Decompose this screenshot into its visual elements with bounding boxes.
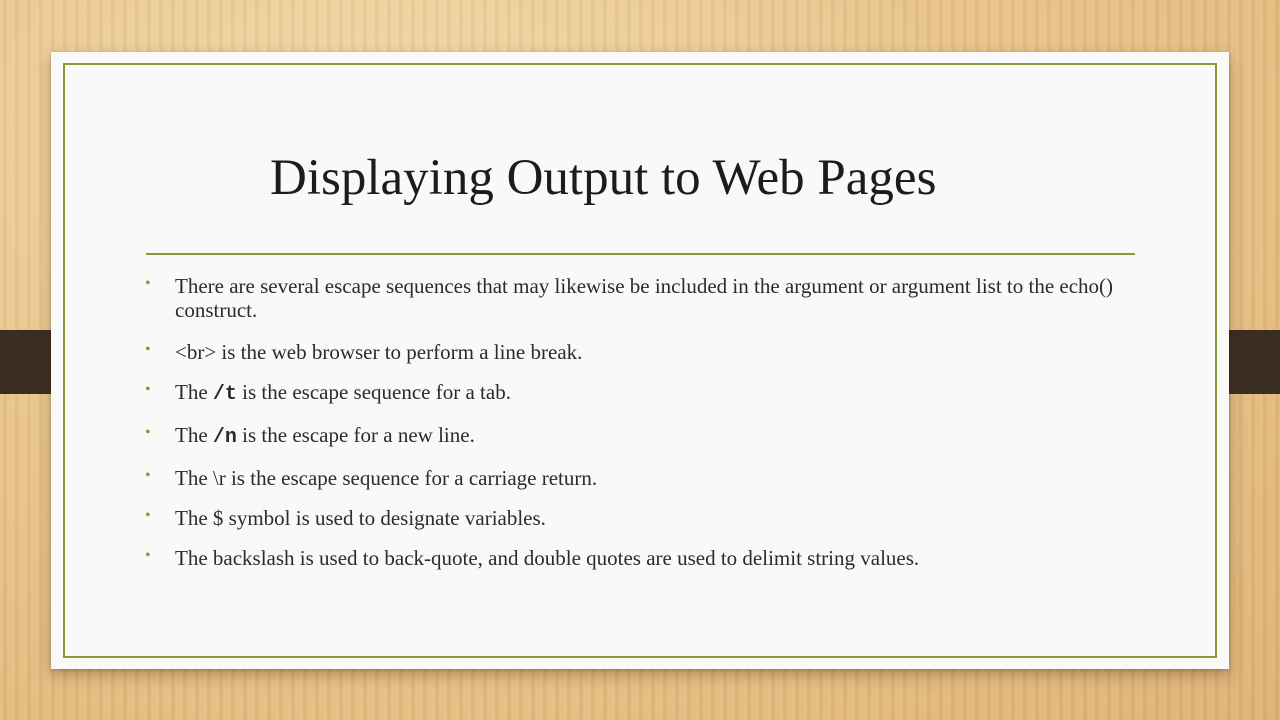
bullet-icon: •: [145, 467, 151, 484]
bullet-item: [145, 466, 1135, 490]
bullet-item: [145, 274, 1135, 322]
bullet-text: The $ symbol is used to designate variables.: [175, 506, 546, 530]
bullet-item: [145, 506, 1135, 530]
escape-code: /t: [212, 383, 237, 406]
bullet-text: The \r is the escape sequence for a carriage return.: [175, 466, 598, 490]
bullet-text-after: is the escape for a new line.: [236, 423, 475, 447]
bullet-text-before: The: [175, 380, 213, 404]
bullet-item: [145, 423, 1135, 450]
bullet-item: [145, 380, 1135, 407]
bullet-icon: •: [145, 507, 151, 524]
bullet-list: [145, 274, 1135, 586]
bullet-icon: •: [145, 547, 151, 564]
bullet-icon: •: [145, 275, 151, 292]
bullet-text: There are several escape sequences that may likewise be included in the argument or argument list to the echo() construct.: [175, 274, 1114, 322]
bullet-icon: •: [145, 341, 151, 358]
bullet-text: <br> is the web browser to perform a line break.: [175, 340, 583, 364]
bullet-text-before: The: [175, 423, 213, 447]
bullet-item: [145, 546, 1135, 570]
title-divider: [146, 253, 1135, 255]
slide-title: Displaying Output to Web Pages: [270, 150, 937, 206]
bullet-icon: •: [145, 424, 151, 441]
bullet-text: The backslash is used to back-quote, and double quotes are used to delimit string values.: [175, 546, 920, 570]
bullet-icon: •: [145, 381, 151, 398]
escape-code: /n: [212, 426, 237, 449]
bullet-text-after: is the escape sequence for a tab.: [236, 380, 511, 404]
bullet-item: [145, 340, 1135, 364]
